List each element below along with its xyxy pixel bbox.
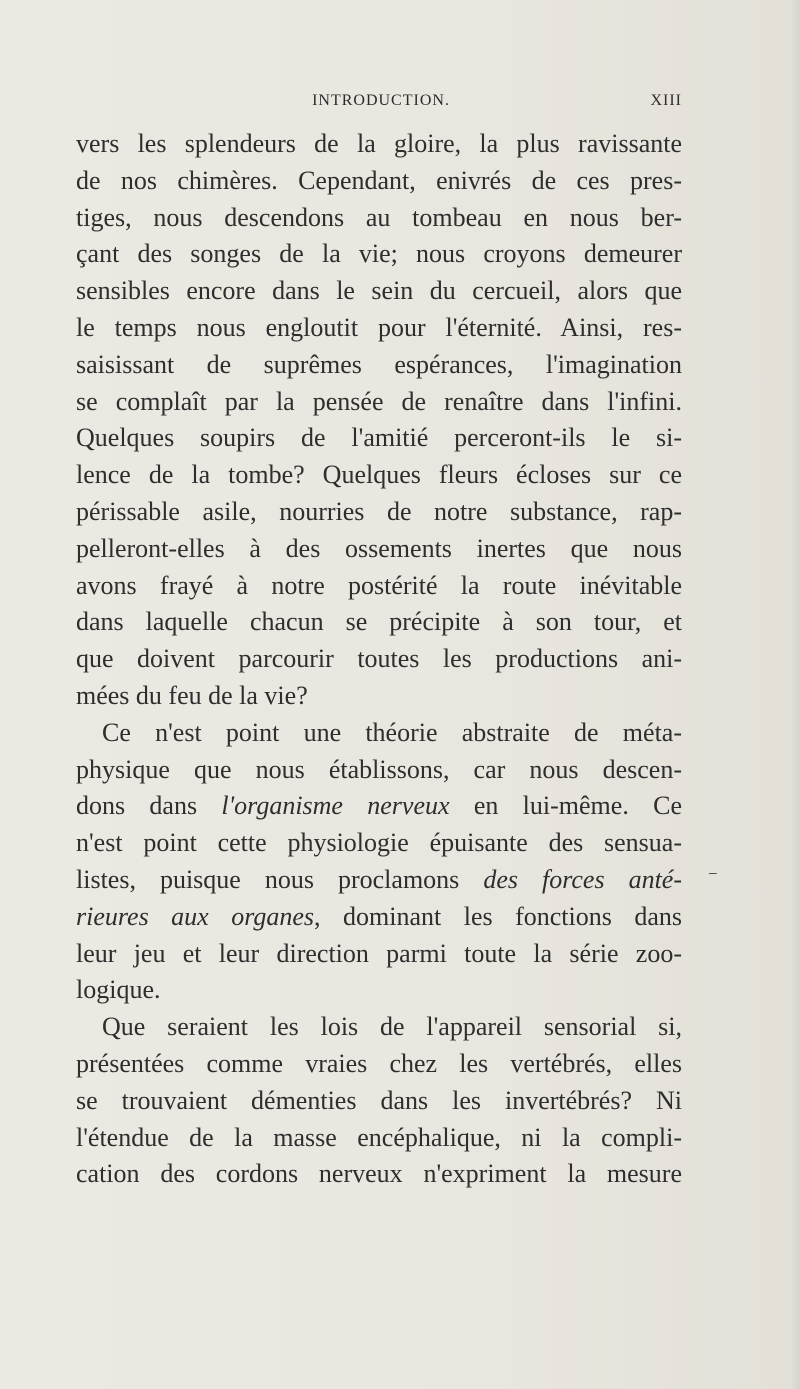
text-line: logique.: [76, 975, 161, 1005]
page-edge-shadow: [790, 0, 800, 1389]
italic-term: des forces anté-: [483, 864, 682, 894]
text-line: Que seraient les lois de l'appareil sensorial si,: [102, 1012, 682, 1042]
text-line: mées du feu de la vie?: [76, 680, 308, 710]
page-number: XIII: [650, 92, 682, 109]
text-line: tiges, nous descendons au tombeau en nous ber-: [76, 202, 682, 232]
text-line: çant des songes de la vie; nous croyons demeurer: [76, 239, 682, 269]
chapter-title: INTRODUCTION.: [312, 92, 450, 109]
text-line: leur jeu et leur direction parmi toute la série zoo-: [76, 938, 682, 968]
text-line: lence de la tombe? Quelques fleurs écloses sur ce: [76, 460, 682, 490]
text-line: vers les splendeurs de la gloire, la plus ravissante: [76, 129, 682, 158]
italic-term: l'organisme nerveux: [221, 791, 450, 821]
text-line: dans laquelle chacun se précipite à son tour, et: [76, 607, 682, 637]
text-line: pelleront-elles à des ossements inertes que nous: [76, 533, 682, 563]
text-line: présentées comme vraies chez les vertébrés, elles: [76, 1048, 682, 1078]
text-run: , dominant les fonctions dans: [314, 901, 683, 931]
text-line: physique que nous établissons, car nous descen-: [76, 754, 682, 784]
text-line: cation des cordons nerveux n'expriment la mesure: [76, 1159, 682, 1189]
text-run: en lui-même. Ce: [449, 791, 682, 821]
text-line: l'étendue de la masse encéphalique, ni la compli-: [76, 1122, 682, 1152]
text-line: [76, 862, 682, 899]
running-head: [80, 92, 682, 116]
text-line: sensibles encore dans le sein du cercueil, alors que: [76, 276, 682, 306]
text-line: se complaît par la pensée de renaître dans l'infini.: [76, 386, 682, 416]
text-line: [76, 899, 682, 936]
text-line: périssable asile, nourries de notre substance, rap-: [76, 496, 682, 526]
text-line: de nos chimères. Cependant, enivrés de ces pres-: [76, 165, 682, 195]
margin-mark: –: [709, 864, 717, 880]
text-line: n'est point cette physiologie épuisante des sensua-: [76, 828, 682, 858]
text-line: avons frayé à notre postérité la route inévitable: [76, 570, 682, 600]
text-line: [76, 788, 682, 825]
text-run: dons dans: [76, 791, 222, 821]
italic-term: rieures aux organes: [76, 901, 315, 931]
text-line: le temps nous engloutit pour l'éternité. Ainsi, res-: [76, 312, 682, 342]
text-line: Ce n'est point une théorie abstraite de méta-: [102, 717, 682, 747]
body-text: [76, 126, 682, 1193]
text-line: saisissant de suprêmes espérances, l'imagination: [76, 349, 682, 379]
text-line: Quelques soupirs de l'amitié perceront-ils le si-: [76, 423, 682, 453]
text-line: que doivent parcourir toutes les productions ani-: [76, 644, 682, 674]
text-line: se trouvaient démenties dans les invertébrés? Ni: [76, 1085, 682, 1115]
text-run: listes, puisque nous proclamons: [76, 864, 484, 894]
